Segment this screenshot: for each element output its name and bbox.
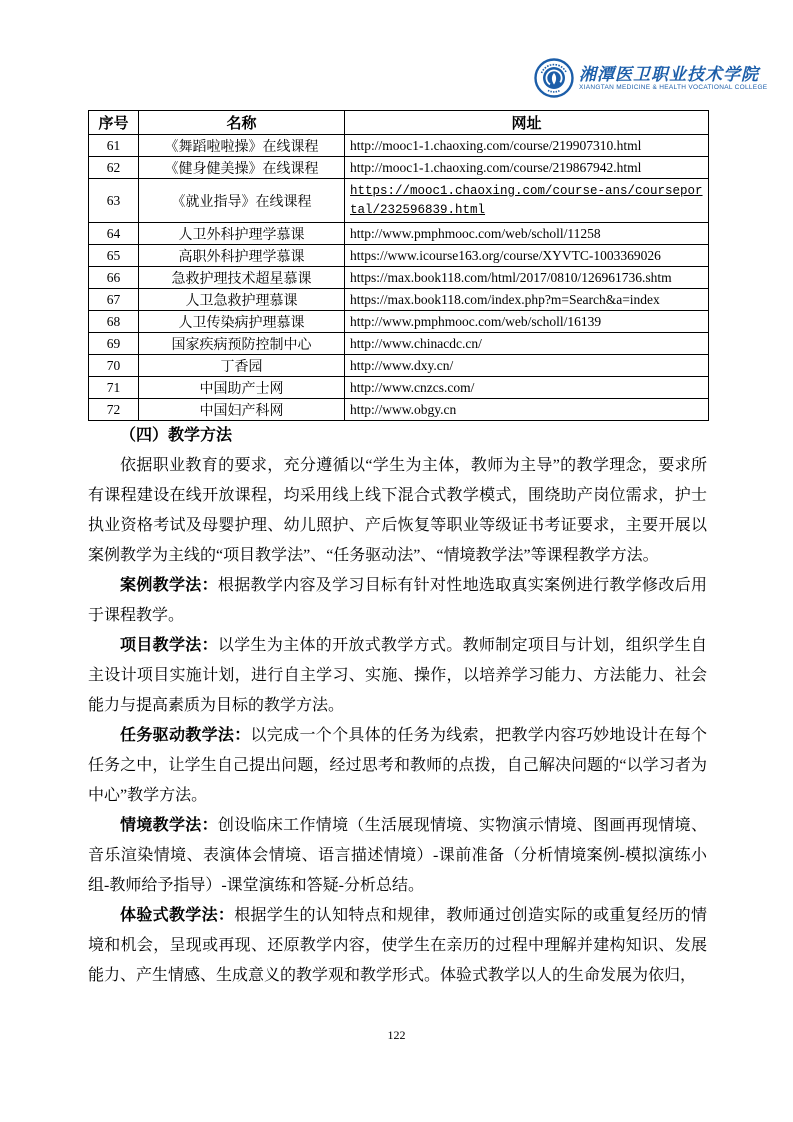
cell-name: 中国助产士网 — [139, 377, 345, 399]
method-label: 任务驱动教学法： — [120, 727, 251, 744]
table-row — [89, 355, 709, 377]
table-row — [89, 267, 709, 289]
page-number: 122 — [387, 1028, 406, 1042]
cell-url — [345, 179, 709, 223]
cell-no: 71 — [89, 377, 139, 399]
cell-name: 丁香园 — [139, 355, 345, 377]
cell-name: 人卫传染病护理慕课 — [139, 311, 345, 333]
table-row — [89, 157, 709, 179]
cell-name: 高职外科护理学慕课 — [139, 245, 345, 267]
method-paragraph-situational — [88, 811, 707, 901]
method-label: 案例教学法： — [120, 577, 218, 594]
cell-url: http://www.cnzcs.com/ — [345, 377, 709, 399]
col-header-url: 网址 — [345, 111, 709, 135]
college-name-en: XIANGTAN MEDICINE & HEALTH VOCATIONAL COLLEGE — [579, 83, 768, 91]
cell-no: 63 — [89, 179, 139, 223]
table-row — [89, 311, 709, 333]
cell-url: http://www.obgy.cn — [345, 399, 709, 421]
cell-no: 66 — [89, 267, 139, 289]
cell-name: 人卫外科护理学慕课 — [139, 223, 345, 245]
cell-url: http://www.pmphmooc.com/web/scholl/16139 — [345, 311, 709, 333]
cell-name: 《就业指导》在线课程 — [139, 179, 345, 223]
table-row — [89, 399, 709, 421]
cell-no: 72 — [89, 399, 139, 421]
method-label: 体验式教学法： — [120, 907, 235, 924]
col-header-name: 名称 — [139, 111, 345, 135]
cell-no: 70 — [89, 355, 139, 377]
cell-name: 人卫急救护理慕课 — [139, 289, 345, 311]
cell-url: http://mooc1-1.chaoxing.com/course/219907310.html — [345, 135, 709, 157]
course-hyperlink[interactable]: https://mooc1.chaoxing.com/course-ans/courseportal/232596839.html — [350, 183, 703, 217]
cell-name: 中国妇产科网 — [139, 399, 345, 421]
method-paragraph-project — [88, 631, 707, 721]
table-row — [89, 289, 709, 311]
method-text: 根据学生的认知特点和规律，教师通过创造实际的或重复经历的情境和机会，呈现或再现、还原教学内容，使学生在亲历的过程中理解并建构知识、发展能力、产生情感、生成意义的教学观和教学形式。体验式教学以人的生命发展为依归， — [88, 907, 707, 984]
cell-no: 69 — [89, 333, 139, 355]
cell-no: 64 — [89, 223, 139, 245]
col-header-no: 序号 — [89, 111, 139, 135]
cell-name: 《健身健美操》在线课程 — [139, 157, 345, 179]
table-row — [89, 333, 709, 355]
college-name-cn: 湘潭医卫职业技术学院 — [579, 64, 759, 84]
college-emblem-icon — [534, 58, 574, 98]
cell-url: http://www.chinacdc.cn/ — [345, 333, 709, 355]
method-paragraph-experiential — [88, 901, 707, 991]
cell-url: http://mooc1-1.chaoxing.com/course/219867942.html — [345, 157, 709, 179]
college-name-block — [579, 65, 767, 92]
cell-name: 急救护理技术超星慕课 — [139, 267, 345, 289]
method-text: 以完成一个个具体的任务为线索，把教学内容巧妙地设计在每个任务之中，让学生自己提出问题，经过思考和教师的点拨，自己解决问题的“以学习者为中心”教学方法。 — [88, 727, 707, 804]
cell-url: https://max.book118.com/index.php?m=Search&a=index — [345, 289, 709, 311]
method-paragraph-task-driven — [88, 721, 707, 811]
table-row — [89, 223, 709, 245]
online-course-resource-table — [88, 110, 709, 421]
section-heading: （四）教学方法 — [120, 427, 233, 444]
cell-no: 65 — [89, 245, 139, 267]
method-text: 以学生为主体的开放式教学方式。教师制定项目与计划，组织学生自主设计项目实施计划，进行自主学习、实施、操作，以培养学习能力、方法能力、社会能力与提高素质为目标的教学方法。 — [88, 637, 707, 714]
cell-name: 国家疾病预防控制中心 — [139, 333, 345, 355]
paragraph-intro: 依据职业教育的要求，充分遵循以“学生为主体，教师为主导”的教学理念，要求所有课程建设在线开放课程，均采用线上线下混合式教学模式，围绕助产岗位需求，护士执业资格考试及母婴护理、幼儿照护、产后恢复等职业等级证书考证要求，主要开展以案例教学为主线的“项目教学法”、“任务驱动法”、“情境教学法”等课程教学方法。 — [88, 457, 707, 564]
table-header-row — [89, 111, 709, 135]
cell-url: http://www.dxy.cn/ — [345, 355, 709, 377]
cell-name: 《舞蹈啦啦操》在线课程 — [139, 135, 345, 157]
cell-url: https://max.book118.com/html/2017/0810/126961736.shtm — [345, 267, 709, 289]
method-text: 创设临床工作情境（生活展现情境、实物演示情境、图画再现情境、音乐渲染情境、表演体会情境、语言描述情境）-课前准备（分析情境案例-模拟演练小组-教师给予指导）-课堂演练和答疑-分析总结。 — [88, 817, 707, 894]
method-text: 根据教学内容及学习目标有针对性地选取真实案例进行教学修改后用于课程教学。 — [88, 577, 707, 624]
method-label: 情境教学法： — [120, 817, 218, 834]
cell-no: 62 — [89, 157, 139, 179]
college-logo — [534, 58, 767, 98]
cell-no: 67 — [89, 289, 139, 311]
table-row — [89, 179, 709, 223]
cell-url: https://www.icourse163.org/course/XYVTC-1003369026 — [345, 245, 709, 267]
cell-no: 68 — [89, 311, 139, 333]
method-label: 项目教学法： — [120, 637, 218, 654]
method-paragraph-case — [88, 571, 707, 631]
cell-no: 61 — [89, 135, 139, 157]
cell-url: http://www.pmphmooc.com/web/scholl/11258 — [345, 223, 709, 245]
table-row — [89, 245, 709, 267]
table-row — [89, 135, 709, 157]
table-row — [89, 377, 709, 399]
section-teaching-methods — [88, 421, 707, 991]
